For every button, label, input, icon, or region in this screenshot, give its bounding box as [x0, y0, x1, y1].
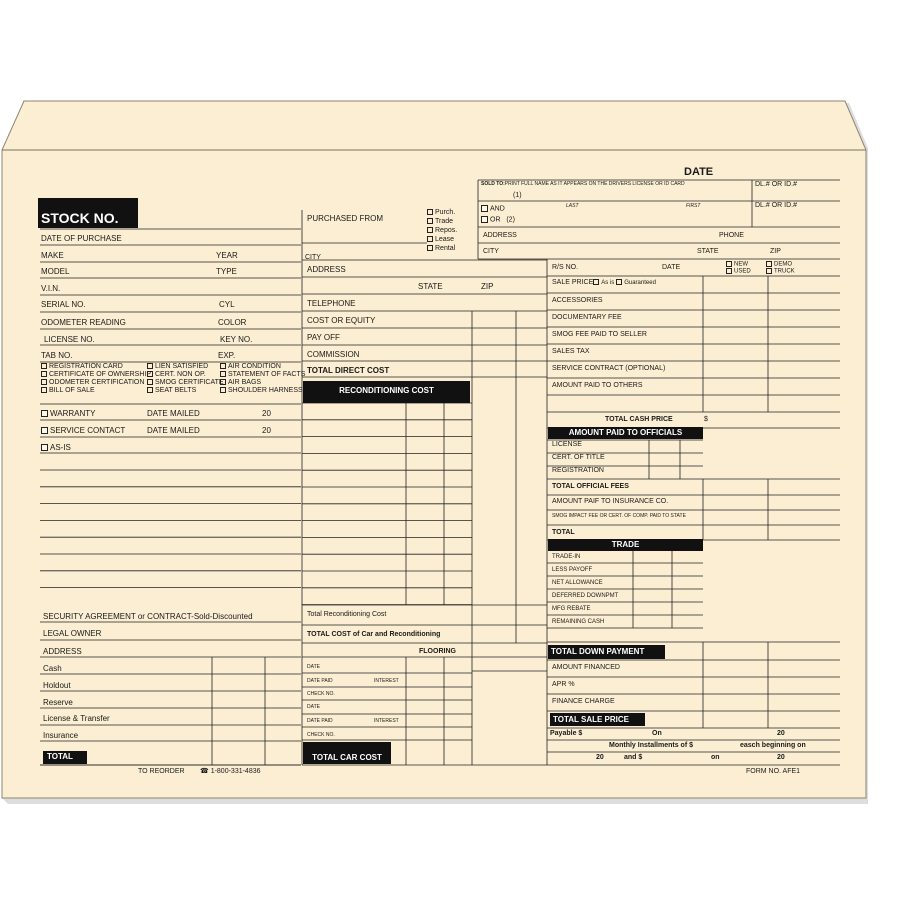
make-label: MAKE	[41, 251, 64, 260]
buyer-address-label: ADDRESS	[483, 232, 517, 239]
payable-on-label: On	[652, 730, 662, 737]
purchase-type-item[interactable]: Repos.	[427, 226, 457, 235]
trade-header: TRADE	[548, 539, 703, 551]
payable-year-label: 20	[777, 730, 785, 737]
sold-to-label: SOLD TO:PRINT FULL NAME AS IT APPEARS ON THE DRIVERS LICENSE OR ID CARD	[481, 181, 685, 187]
seller-address-label: ADDRESS	[307, 265, 346, 274]
doc-checkbox[interactable]: SEAT BELTS	[147, 387, 224, 395]
smog-fee-label: SMOG FEE PAID TO SELLER	[552, 331, 647, 338]
total-car-cost-label: TOTAL CAR COST	[303, 742, 391, 764]
purchase-type-list	[427, 208, 457, 253]
doc-checkbox[interactable]: AIR CONDITION	[220, 363, 305, 371]
doc-checkbox[interactable]: CERTIFICATE OF OWNERSHIP	[41, 371, 151, 379]
type-label: TYPE	[216, 267, 237, 276]
trade-in-label: TRADE-IN	[552, 554, 581, 560]
cost-or-equity-label: COST OR EQUITY	[307, 316, 376, 325]
odometer-label: ODOMETER READING	[41, 318, 126, 327]
net-allowance-label: NET ALLOWANCE	[552, 580, 603, 586]
reorder-phone: ☎ 1-800-331-4836	[200, 768, 261, 775]
mfg-rebate-label: MFG REBATE	[552, 606, 591, 612]
installment-year-label: 20	[596, 754, 604, 761]
beginning-on-label: easch beginning on	[740, 742, 806, 749]
total-cost-label: TOTAL COST of Car and Reconditioning	[307, 631, 441, 638]
total-reconditioning-cost-label: Total Reconditioning Cost	[307, 611, 387, 618]
date-of-purchase-label: DATE OF PURCHASE	[41, 234, 122, 243]
holdout-label: Holdout	[43, 681, 71, 690]
seller-telephone-label: TELEPHONE	[307, 299, 356, 308]
buyer-city-label: CITY	[483, 248, 499, 255]
accessories-label: ACCESSORIES	[552, 297, 603, 304]
service-contract-label: SERVICE CONTRACT (OPTIONAL)	[552, 365, 666, 372]
cert-title-label: CERT. OF TITLE	[552, 454, 605, 461]
to-reorder-label: TO REORDER	[138, 768, 185, 775]
service-year-label: 20	[262, 426, 271, 435]
purchase-type-item[interactable]: Lease	[427, 235, 457, 244]
flooring-check-no-label: CHECK NO.	[307, 691, 335, 697]
service-contact-checkbox[interactable]: SERVICE CONTACT	[41, 425, 125, 436]
as-is-checkbox[interactable]: AS-IS	[41, 442, 71, 453]
registration-label: REGISTRATION	[552, 467, 604, 474]
docs-checklist-2	[147, 363, 224, 395]
amount-paid-officials-header: AMOUNT PAID TO OFFICIALS	[548, 427, 703, 439]
commission-label: COMMISSION	[307, 350, 360, 359]
doc-checkbox[interactable]: SMOG CERTIFICATE	[147, 379, 224, 387]
right-total-label: TOTAL	[552, 529, 575, 536]
legal-address-label: ADDRESS	[43, 647, 82, 656]
license-transfer-label: License & Transfer	[43, 714, 110, 723]
purchase-type-item[interactable]: Trade	[427, 217, 457, 226]
warranty-date-mailed-label: DATE MAILED	[147, 409, 200, 418]
first-name-label: FIRST	[686, 203, 701, 209]
total-cash-dollar: $	[704, 416, 708, 423]
seller-state-label: STATE	[418, 282, 443, 291]
security-agreement-label: SECURITY AGREEMENT or CONTRACT-Sold-Discounted	[43, 612, 253, 621]
total-official-fees-label: TOTAL OFFICIAL FEES	[552, 483, 629, 490]
flooring-label: FLOORING	[419, 648, 456, 655]
doc-checkbox[interactable]: BILL OF SALE	[41, 387, 151, 395]
model-label: MODEL	[41, 267, 70, 276]
or-checkbox[interactable]: OR (2)	[481, 216, 515, 224]
finance-charge-label: FINANCE CHARGE	[552, 698, 615, 705]
deferred-downpmt-label: DEFERRED DOWNPMT	[552, 593, 619, 599]
pay-off-label: PAY OFF	[307, 333, 340, 342]
amount-financed-label: AMOUNT FINANCED	[552, 664, 620, 671]
telephone-icon: ☎	[200, 768, 209, 775]
apr-label: APR %	[552, 681, 575, 688]
cyl-label: CYL	[219, 300, 235, 309]
rs-date-label: DATE	[662, 264, 681, 271]
flooring-interest-label: INTEREST	[374, 718, 399, 724]
doc-checkbox[interactable]: REGISTRATION CARD	[41, 363, 151, 371]
license-no-label: LICENSE NO.	[44, 335, 95, 344]
remaining-cash-label: REMAINING CASH	[552, 619, 605, 625]
doc-checkbox[interactable]: AIR BAGS	[220, 379, 305, 387]
left-total-label: TOTAL	[43, 751, 87, 764]
warranty-year-label: 20	[262, 409, 271, 418]
and-checkbox[interactable]: AND	[481, 205, 505, 213]
total-cash-price-label: TOTAL CASH PRICE	[605, 416, 673, 423]
docs-checklist-3	[220, 363, 305, 395]
sales-tax-label: SALES TAX	[552, 348, 590, 355]
reconditioning-cost-header: RECONDITIONING COST	[303, 381, 470, 403]
seller-zip-label: ZIP	[481, 282, 494, 291]
purchase-type-item[interactable]: Rental	[427, 244, 457, 253]
officials-license-label: LICENSE	[552, 441, 582, 448]
and-dollar-label: and $	[624, 754, 643, 761]
total-direct-cost-label: TOTAL DIRECT COST	[307, 366, 390, 375]
tab-no-label: TAB NO.	[41, 351, 73, 360]
flooring-interest-label: INTEREST	[374, 678, 399, 684]
dl-id-2-label: DL.# OR ID.#	[755, 202, 798, 209]
last-name-label: LAST	[566, 203, 579, 209]
total-down-payment-label: TOTAL DOWN PAYMENT	[548, 645, 665, 659]
year-label: YEAR	[216, 251, 238, 260]
vin-label: V.I.N.	[41, 284, 61, 293]
warranty-checkbox[interactable]: WARRANTY	[41, 408, 95, 419]
dl-id-1-label: DL.# OR ID.#	[755, 181, 798, 188]
exp-label: EXP.	[218, 351, 236, 360]
amount-paid-others-label: AMOUNT PAID TO OTHERS	[552, 382, 643, 389]
doc-checkbox[interactable]: CERT. NON OP.	[147, 371, 224, 379]
flooring-check-no-label: CHECK NO.	[307, 732, 335, 738]
flooring-date-label: DATE	[307, 664, 320, 670]
docs-checklist-1	[41, 363, 151, 395]
buyer-state-label: STATE	[697, 248, 719, 255]
new-used-checkbox[interactable]: NEW USED	[726, 261, 751, 274]
installment-on-label: on	[711, 754, 720, 761]
smog-impact-label: SMOG IMPACT FEE OR CERT. OF COMP. PAID TO STATE	[552, 513, 686, 519]
legal-owner-label: LEGAL OWNER	[43, 629, 102, 638]
doc-checkbox[interactable]: LIEN SATISFIED	[147, 363, 224, 371]
reserve-label: Reserve	[43, 698, 73, 707]
doc-checkbox[interactable]: ODOMETER CERTIFICATION	[41, 379, 151, 387]
insurance-label: Insurance	[43, 731, 79, 740]
purchase-type-item[interactable]: Purch.	[427, 208, 457, 217]
demo-truck-checkbox[interactable]: DEMO TRUCK	[766, 261, 795, 274]
flooring-date-paid-label: DATE PAID	[307, 678, 333, 684]
amount-insurance-label: AMOUNT PAIF TO INSURANCE CO.	[552, 498, 669, 505]
buyer-phone-label: PHONE	[719, 232, 744, 239]
color-label: COLOR	[218, 318, 247, 327]
stock-no-header: STOCK NO.	[38, 198, 138, 228]
seller-city-label: CITY	[305, 254, 321, 261]
form-number-label: FORM NO. AFE1	[746, 768, 801, 775]
rs-no-label: R/S NO.	[552, 264, 579, 271]
buyer-one-marker: (1)	[513, 192, 522, 199]
purchased-from-label: PURCHASED FROM	[307, 214, 384, 223]
total-sale-price-label: TOTAL SALE PRICE	[550, 713, 645, 726]
installment-end-year-label: 20	[777, 754, 785, 761]
monthly-installments-label: Monthly Installments of $	[609, 742, 694, 749]
doc-checkbox[interactable]: STATEMENT OF FACTS	[220, 371, 305, 379]
service-date-mailed-label: DATE MAILED	[147, 426, 200, 435]
less-payoff-label: LESS PAYOFF	[552, 567, 593, 573]
flooring-date-label: DATE	[307, 704, 320, 710]
date-header: DATE	[684, 166, 714, 178]
buyer-zip-label: ZIP	[770, 248, 781, 255]
doc-checkbox[interactable]: SHOULDER HARNESS	[220, 387, 305, 395]
documentary-fee-label: DOCUMENTARY FEE	[552, 314, 622, 321]
key-no-label: KEY NO.	[220, 335, 253, 344]
flooring-date-paid-label: DATE PAID	[307, 718, 333, 724]
sale-price-label: SALE PRICE As is Guaranteed	[552, 279, 656, 286]
cash-label: Cash	[43, 664, 62, 673]
serial-no-label: SERIAL NO.	[41, 300, 86, 309]
payable-label: Payable $	[550, 730, 583, 737]
